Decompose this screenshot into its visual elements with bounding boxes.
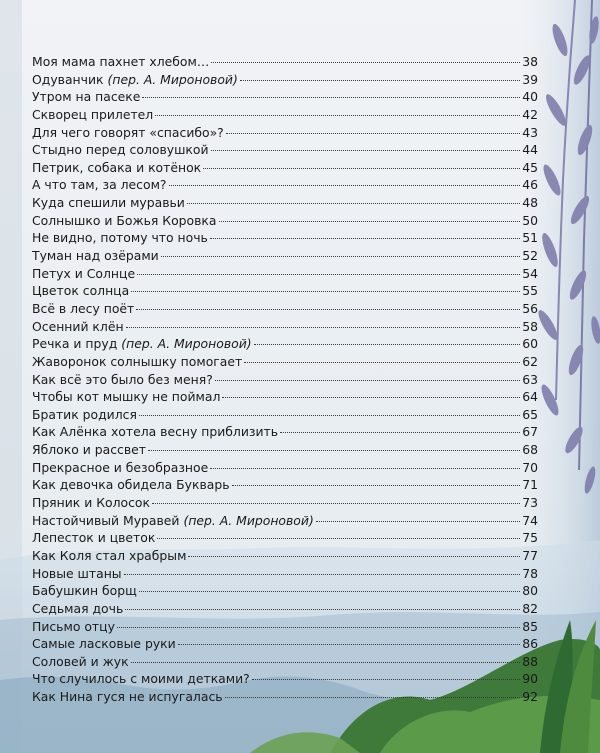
toc-entry-title: Что случилось с моими детками? [32, 671, 250, 687]
toc-entry-title: Петрик, собака и котёнок [32, 159, 202, 175]
toc-entry-page-number: 46 [522, 177, 538, 193]
toc-entry [32, 159, 538, 177]
toc-entry [32, 229, 538, 247]
dot-leader [124, 574, 520, 575]
toc-entry [32, 212, 538, 230]
toc-entry [32, 529, 538, 547]
dot-leader [203, 168, 520, 169]
toc-entry-page-number: 85 [522, 618, 538, 634]
toc-entry-title: Пряник и Колосок [32, 495, 150, 511]
dot-leader [148, 450, 520, 451]
toc-entry [32, 635, 538, 653]
toc-entry-page-number: 44 [522, 142, 538, 158]
dot-leader [139, 591, 520, 592]
dot-leader [222, 397, 520, 398]
toc-entry-title: Не видно, потому что ночь [32, 230, 208, 246]
toc-entry-title: Осенний клён [32, 318, 124, 334]
toc-entry [32, 600, 538, 618]
toc-entry-translator-note: (пер. А. Мироновой) [183, 512, 314, 528]
toc-entry-title: Как всё это было без меня? [32, 371, 213, 387]
toc-entry-page-number: 45 [522, 159, 538, 175]
toc-entry-page-number: 43 [522, 124, 538, 140]
toc-entry [32, 335, 538, 353]
toc-entry-page-number: 68 [522, 442, 538, 458]
toc-entry-title: Одуванчик [32, 71, 104, 87]
dot-leader [155, 115, 520, 116]
toc-entry-page-number: 55 [522, 283, 538, 299]
toc-entry-title: Цветок солнца [32, 283, 130, 299]
toc-entry-page-number: 90 [522, 671, 538, 687]
toc-entry-page-number: 70 [522, 459, 538, 475]
toc-entry-page-number: 60 [522, 336, 538, 352]
toc-entry-page-number: 74 [522, 512, 538, 528]
toc-entry-title: Куда спешили муравьи [32, 195, 185, 211]
toc-entry [32, 300, 538, 318]
dot-leader [210, 238, 520, 239]
toc-entry [32, 423, 538, 441]
toc-entry-page-number: 65 [522, 406, 538, 422]
toc-entry-page-number: 80 [522, 583, 538, 599]
dot-leader [125, 609, 520, 610]
dot-leader [225, 697, 520, 698]
toc-entry-title: Прекрасное и безобразное [32, 459, 209, 475]
dot-leader [244, 362, 520, 363]
dot-leader [226, 133, 520, 134]
toc-entry-page-number: 52 [522, 248, 538, 264]
toc-entry-title: Как Коля стал храбрым [32, 547, 187, 563]
toc-entry-title: Как Нина гуся не испугалась [32, 689, 223, 705]
dot-leader [254, 344, 520, 345]
toc-entry-title: Туман над озёрами [32, 248, 159, 264]
toc-entry [32, 371, 538, 389]
dot-leader [178, 644, 520, 645]
toc-entry-translator-note: (пер. А. Мироновой) [107, 71, 238, 87]
toc-entry [32, 106, 538, 124]
dot-leader [211, 150, 520, 151]
dot-leader [211, 62, 520, 63]
toc-entry [32, 618, 538, 636]
dot-leader [252, 679, 520, 680]
toc-entry-page-number: 38 [522, 54, 538, 69]
toc-entry-page-number: 88 [522, 653, 538, 669]
toc-entry-page-number: 75 [522, 530, 538, 546]
toc-entry [32, 247, 538, 265]
toc-entry [32, 141, 538, 159]
toc-entry-page-number: 82 [522, 600, 538, 616]
toc-entry-title: Речка и пруд [32, 336, 118, 352]
toc-entry [32, 653, 538, 671]
dot-leader [161, 256, 520, 257]
dot-leader [142, 97, 520, 98]
dot-leader [215, 380, 520, 381]
dot-leader [232, 485, 520, 486]
toc-entry-title: Бабушкин борщ [32, 583, 137, 599]
dot-leader [136, 309, 520, 310]
toc-entry-title: Моя мама пахнет хлебом… [32, 54, 210, 69]
toc-entry-title: Для чего говорят «спасибо»? [32, 124, 224, 140]
toc-entry-page-number: 64 [522, 389, 538, 405]
toc-entry-page-number: 58 [522, 318, 538, 334]
toc-entry [32, 88, 538, 106]
toc-entry-title: Соловей и жук [32, 653, 129, 669]
dot-leader [137, 274, 520, 275]
toc-entry [32, 406, 538, 424]
dot-leader [316, 521, 520, 522]
toc-entry-title: Самые ласковые руки [32, 636, 176, 652]
dot-leader [131, 291, 520, 292]
dot-leader [157, 538, 520, 539]
dot-leader [280, 432, 520, 433]
toc-entry-page-number: 67 [522, 424, 538, 440]
dot-leader [117, 627, 520, 628]
toc-entry [32, 353, 538, 371]
dot-leader [188, 556, 520, 557]
toc-entry-page-number: 63 [522, 371, 538, 387]
toc-entry-title: Солнышко и Божья Коровка [32, 212, 217, 228]
toc-entry-title: Лепесток и цветок [32, 530, 156, 546]
toc-entry-title: Всё в лесу поёт [32, 300, 135, 316]
toc-entry [32, 53, 538, 71]
toc-entry [32, 512, 538, 530]
dot-leader [139, 415, 520, 416]
toc-entry-page-number: 78 [522, 565, 538, 581]
toc-entry [32, 176, 538, 194]
toc-entry-title: Седьмая дочь [32, 600, 124, 616]
toc-entry [32, 547, 538, 565]
toc-entry [32, 459, 538, 477]
toc-entry-title: Письмо отцу [32, 618, 115, 634]
toc-entry-title: Петух и Солнце [32, 265, 136, 281]
toc-entry-page-number: 56 [522, 300, 538, 316]
toc-entry-page-number: 77 [522, 547, 538, 563]
toc-entry-page-number: 51 [522, 230, 538, 246]
toc-entry-page-number: 92 [522, 689, 538, 705]
toc-entry-title: Настойчивый Муравей [32, 512, 180, 528]
toc-entry-page-number: 62 [522, 353, 538, 369]
toc-entry [32, 124, 538, 142]
toc-entry-page-number: 73 [522, 495, 538, 511]
dot-leader [187, 203, 520, 204]
toc-entry-page-number: 54 [522, 265, 538, 281]
toc-entry-title: Стыдно перед соловушкой [32, 142, 209, 158]
toc-entry-page-number: 50 [522, 212, 538, 228]
toc-entry [32, 582, 538, 600]
toc-entry-title: Скворец прилетел [32, 106, 154, 122]
toc-entry-page-number: 86 [522, 636, 538, 652]
toc-entry [32, 441, 538, 459]
toc-entry-title: Яблоко и рассвет [32, 442, 146, 458]
table-of-contents [32, 53, 538, 706]
dot-leader [219, 221, 520, 222]
toc-entry-page-number: 48 [522, 195, 538, 211]
toc-entry [32, 494, 538, 512]
toc-entry-title: Новые штаны [32, 565, 122, 581]
toc-entry [32, 71, 538, 89]
dot-leader [131, 662, 520, 663]
toc-entry [32, 688, 538, 706]
toc-entry [32, 670, 538, 688]
dot-leader [152, 503, 520, 504]
toc-entry-title: А что там, за лесом? [32, 177, 167, 193]
toc-entry-title: Жаворонок солнышку помогает [32, 353, 243, 369]
toc-entry [32, 265, 538, 283]
dot-leader [126, 327, 520, 328]
toc-entry [32, 318, 538, 336]
toc-entry-page-number: 39 [522, 71, 538, 87]
dot-leader [210, 468, 520, 469]
toc-entry-translator-note: (пер. А. Мироновой) [121, 336, 252, 352]
dot-leader [240, 80, 520, 81]
toc-entry-page-number: 42 [522, 106, 538, 122]
toc-entry [32, 282, 538, 300]
toc-entry [32, 194, 538, 212]
toc-entry-page-number: 71 [522, 477, 538, 493]
toc-entry [32, 476, 538, 494]
toc-entry-title: Как Алёнка хотела весну приблизить [32, 424, 279, 440]
dot-leader [169, 185, 521, 186]
toc-entry [32, 388, 538, 406]
toc-entry-title: Братик родился [32, 406, 137, 422]
toc-entry-title: Чтобы кот мышку не поймал [32, 389, 221, 405]
toc-entry-title: Утром на пасеке [32, 89, 141, 105]
toc-entry-page-number: 40 [522, 89, 538, 105]
toc-entry [32, 565, 538, 583]
toc-entry-title: Как девочка обидела Букварь [32, 477, 230, 493]
